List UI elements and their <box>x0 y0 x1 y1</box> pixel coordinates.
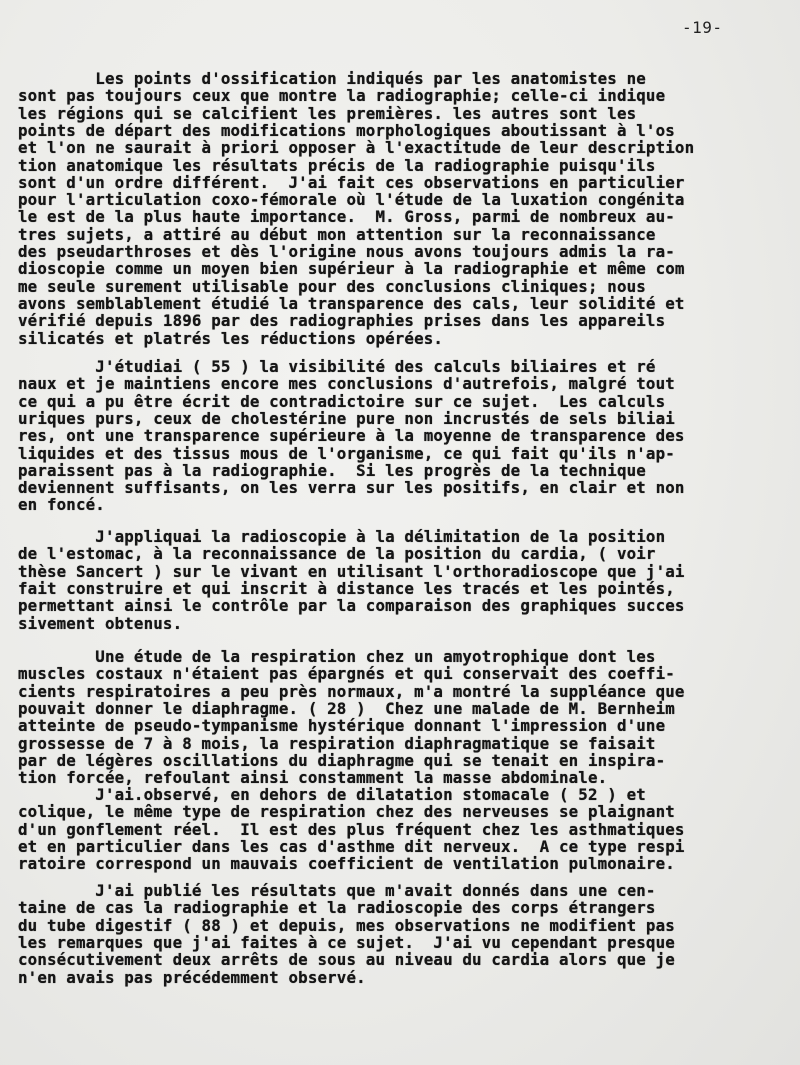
text-line: le est de la plus haute importance. M. Gross, parmi de nombreux au- <box>18 207 675 227</box>
text-line: sont pas toujours ceux que montre la radiographie; celle-ci indique <box>18 86 666 106</box>
text-line: me seule surement utilisable pour des conclusions cliniques; nous <box>18 276 646 296</box>
text-line: les régions qui se calcifient les premières. les autres sont les <box>18 103 637 123</box>
text-line: muscles costaux n'étaient pas épargnés et qui conservait des coeffi- <box>18 664 675 684</box>
text-line: sont d'un ordre différent. J'ai fait ces observations en particulier <box>18 172 685 192</box>
text-line: cients respiratoires a peu près normaux, m'a montré la suppléance que <box>18 681 685 701</box>
text-line: et en particulier dans les cas d'asthme dit nerveux. A ce type respi <box>18 836 685 856</box>
text-line: les remarques que j'ai faites à ce sujet. J'ai vu cependant presque <box>18 932 675 952</box>
text-line: J'étudiai ( 55 ) la visibilité des calculs biliaires et ré <box>18 357 656 376</box>
text-line: sivement obtenus. <box>18 613 183 633</box>
text-line: liquides et des tissus mous de l'organisme, ce qui fait qu'ils n'ap- <box>18 443 675 463</box>
text-line: taine de cas la radiographie et la radioscopie des corps étrangers <box>18 898 656 918</box>
text-line: permettant ainsi le contrôle par la comparaison des graphiques succes <box>18 596 685 616</box>
paragraph <box>18 648 798 791</box>
text-line: par de légères oscillations du diaphragme qui se tenait en inspira- <box>18 750 666 770</box>
text-line: du tube digestif ( 88 ) et depuis, mes observations ne modifient pas <box>18 915 675 935</box>
text-line: colique, le même type de respiration chez des nerveuses se plaignant <box>18 802 675 822</box>
text-line: J'ai.observé, en dehors de dilatation stomacale ( 52 ) et <box>18 785 646 804</box>
text-line: grossesse de 7 à 8 mois, la respiration diaphragmatique se faisait <box>18 733 656 753</box>
text-line: et l'on ne saurait à priori opposer à l'exactitude de leur description <box>18 138 695 158</box>
text-line: des pseudarthroses et dès l'origine nous avons toujours admis la ra- <box>18 242 675 261</box>
paragraph <box>18 882 798 990</box>
paragraph <box>18 528 798 636</box>
text-line: J'appliquai la radioscopie à la délimitation de la position <box>18 527 666 546</box>
text-line: silicatés et platrés les réductions opérées. <box>18 328 444 348</box>
text-line: vérifié depuis 1896 par des radiographies prises dans les appareils <box>18 311 666 331</box>
text-line: ce qui a pu être écrit de contradictoire sur ce sujet. Les calculs <box>18 391 666 411</box>
text-line: Une étude de la respiration chez un amyotrophique dont les <box>18 647 656 666</box>
text-line: tion anatomique les résultats précis de la radiographie puisqu'ils <box>18 155 656 175</box>
text-line: deviennent suffisants, on les verra sur les positifs, en clair et non <box>18 478 685 498</box>
text-line: pour l'articulation coxo-fémorale où l'étude de la luxation congénita <box>18 190 685 210</box>
text-line: Les points d'ossification indiqués par les anatomistes ne <box>18 69 646 88</box>
page-number: -19- <box>682 18 723 37</box>
text-line: tres sujets, a attiré au début mon attention sur la reconnaissance <box>18 224 656 244</box>
text-line: n'en avais pas précédemment observé. <box>18 967 366 987</box>
text-line: dioscopie comme un moyen bien supérieur à la radiographie et même com <box>18 259 685 279</box>
paragraph <box>18 786 798 877</box>
text-line: paraissent pas à la radiographie. Si les progrès de la technique <box>18 460 646 480</box>
text-line: res, ont une transparence supérieure à la moyenne de transparence des <box>18 426 685 446</box>
text-line: uriques purs, ceux de cholestérine pure non incrustés de sels biliai <box>18 408 675 428</box>
paragraph <box>18 70 798 351</box>
text-line: d'un gonflement réel. Il est des plus fréquent chez les asthmatiques <box>18 819 685 839</box>
text-line: consécutivement deux arrêts de sous au niveau du cardia alors que je <box>18 950 675 970</box>
text-line: J'ai publié les résultats que m'avait donnés dans une cen- <box>18 881 656 900</box>
text-line: avons semblablement étudié la transparence des cals, leur solidité et <box>18 293 685 313</box>
text-line: ratoire correspond un mauvais coefficient de ventilation pulmonaire. <box>18 854 675 874</box>
text-line: en foncé. <box>18 495 105 515</box>
text-line: points de départ des modifications morphologiques aboutissant à l'os <box>18 120 675 140</box>
text-line: thèse Sancert ) sur le vivant en utilisant l'orthoradioscope que j'ai <box>18 561 685 581</box>
text-line: de l'estomac, à la reconnaissance de la position du cardia, ( voir <box>18 544 656 564</box>
text-line: atteinte de pseudo-tympanisme hystérique donnant l'impression d'une <box>18 716 666 736</box>
paragraph <box>18 358 798 518</box>
text-line: fait construire et qui inscrit à distance les tracés et les pointés, <box>18 578 675 598</box>
text-line: naux et je maintiens encore mes conclusions d'autrefois, malgré tout <box>18 374 675 394</box>
text-line: tion forcée, refoulant ainsi constamment la masse abdominale. <box>18 768 608 788</box>
text-line: pouvait donner le diaphragme. ( 28 ) Chez une malade de M. Bernheim <box>18 698 675 718</box>
